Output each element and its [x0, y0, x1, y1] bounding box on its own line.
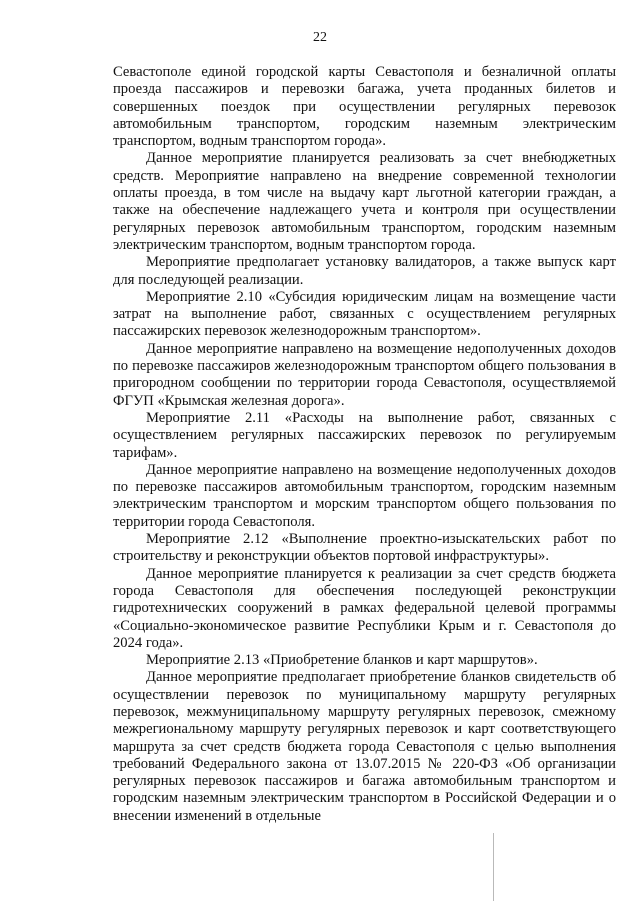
document-body: [113, 64, 616, 825]
paragraph-3: Мероприятие предполагает установку валидаторов, а также выпуск карт для последующей реализации.: [113, 254, 616, 288]
scan-artifact-line: [493, 833, 494, 901]
paragraph-4: Мероприятие 2.10 «Субсидия юридическим лицам на возмещение части затрат на выполнение работ, связанных с осуществлением регулярных пассажирских перевозок железнодорожным транспортом».: [113, 288, 616, 340]
paragraph-7: Данное мероприятие направлено на возмещение недополученных доходов по перевозке пассажиров автомобильным транспортом, городским наземным электрическим транспортом и морским транспортом общего пользования по территории города Севастополя.: [113, 461, 616, 530]
paragraph-8: Мероприятие 2.12 «Выполнение проектно-изыскательских работ по строительству и реконструкции объектов портовой инфраструктуры».: [113, 531, 616, 565]
paragraph-9: Данное мероприятие планируется к реализации за счет средств бюджета города Севастополя для обеспечения последующей реконструкции гидротехнических сооружений в рамках федеральной целевой программы «Социально-экономическое развитие Республики Крым и г. Севастополя до 2024 года».: [113, 565, 616, 651]
paragraph-5: Данное мероприятие направлено на возмещение недополученных доходов по перевозке пассажиров железнодорожным транспортом общего пользования в пригородном сообщении по территории города Севастополя, осуществляемой ФГУП «Крымская железная дорога».: [113, 340, 616, 409]
paragraph-6: Мероприятие 2.11 «Расходы на выполнение работ, связанных с осуществлением регулярных пассажирских перевозок по регулируемым тарифам».: [113, 409, 616, 461]
page-number: 22: [313, 30, 327, 45]
paragraph-10: Мероприятие 2.13 «Приобретение бланков и карт маршрутов».: [146, 652, 538, 669]
paragraph-1: Севастополе единой городской карты Севастополя и безналичной оплаты проезда пассажиров и перевозки багажа, учета проданных билетов и совершенных поездок при осуществлении регулярных перевозок автомобильным транспортом, городским наземным электрическим транспортом, водным транспортом города».: [113, 64, 616, 150]
paragraph-2: Данное мероприятие планируется реализовать за счет внебюджетных средств. Мероприятие направлено на внедрение современной технологии оплаты проезда, в том числе на выдачу карт льготной категории граждан, а также на обеспечение надлежащего учета и контроля при осуществлении регулярных перевозок автомобильным транспортом, городским наземным электрическим транспортом, водным транспортом города.: [113, 150, 616, 253]
paragraph-11: Данное мероприятие предполагает приобретение бланков свидетельств об осуществлении перевозок по муниципальному маршруту регулярных перевозок, межмуниципальному маршруту регулярных перевозок, смежному межрегиональному маршруту регулярных перевозок и карт соответствующего маршрута за счет средств бюджета города Севастополя с целью выполнения требований Федерального закона от 13.07.2015 № 220-ФЗ «Об организации регулярных перевозок пассажиров и багажа автомобильным транспортом и городским наземным электрическим транспортом в Российской Федерации и о внесении изменений в отдельные: [113, 669, 616, 824]
